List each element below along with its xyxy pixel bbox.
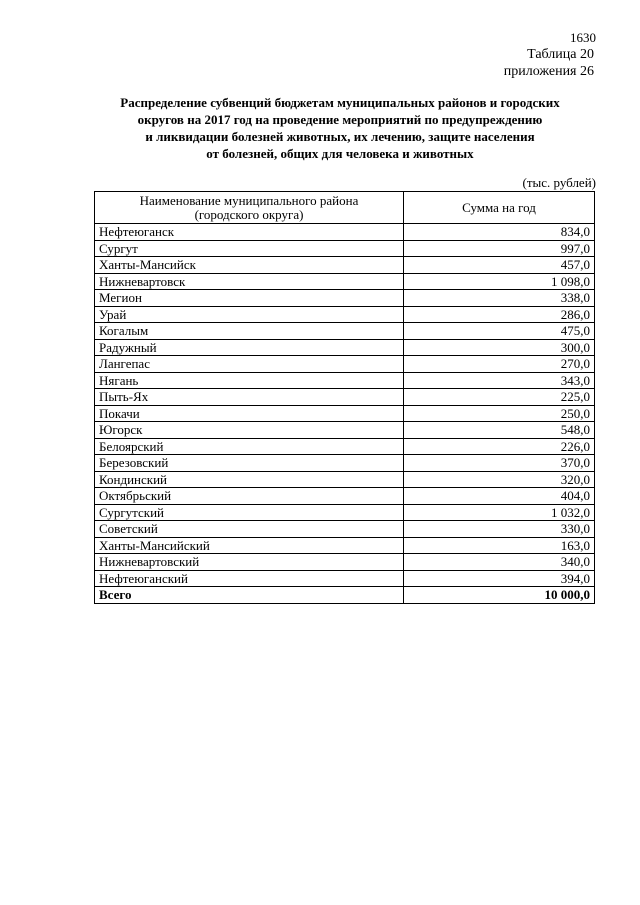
municipality-amount: 340,0 [404,554,595,571]
municipality-name: Октябрьский [95,488,404,505]
municipality-amount: 300,0 [404,339,595,356]
table-row [95,339,595,356]
header-name-line1: Наименование муниципального района [139,192,359,208]
municipality-amount: 404,0 [404,488,595,505]
table-body [95,224,595,604]
page-number: 1630 [570,30,596,45]
municipality-name: Сургут [95,240,404,257]
table-row [95,323,595,340]
header-name-line2: (городского округа) [194,206,304,222]
municipality-amount: 548,0 [404,422,595,439]
table-row [95,422,595,439]
document-title [60,94,620,162]
municipality-name: Нягань [95,372,404,389]
total-row [95,587,595,604]
municipality-name: Покачи [95,405,404,422]
title-line2: округов на 2017 год на проведение мероприятий по предупреждению [137,112,543,127]
header-name [95,192,404,224]
municipality-amount: 330,0 [404,521,595,538]
municipality-name: Советский [95,521,404,538]
title-line3: и ликвидации болезней животных, их лечению, защите населения [145,129,535,144]
municipality-name: Нефтеюганск [95,224,404,241]
table-row [95,356,595,373]
table-reference [504,46,594,80]
municipality-amount: 834,0 [404,224,595,241]
table-row [95,273,595,290]
title-line4: от болезней, общих для человека и животных [206,146,474,161]
table-row [95,257,595,274]
municipality-name: Югорск [95,422,404,439]
municipality-name: Нижневартовский [95,554,404,571]
municipality-name: Кондинский [95,471,404,488]
table-row [95,306,595,323]
municipality-amount: 225,0 [404,389,595,406]
municipality-name: Ханты-Мансийский [95,537,404,554]
table-row [95,570,595,587]
municipality-name: Белоярский [95,438,404,455]
municipality-name: Сургутский [95,504,404,521]
municipality-amount: 250,0 [404,405,595,422]
municipality-name: Березовский [95,455,404,472]
municipality-name: Мегион [95,290,404,307]
municipality-amount: 370,0 [404,455,595,472]
table-row [95,405,595,422]
municipality-name: Нефтеюганский [95,570,404,587]
municipality-name: Радужный [95,339,404,356]
total-amount: 10 000,0 [404,587,595,604]
municipality-amount: 320,0 [404,471,595,488]
table-header-row [95,192,595,224]
municipality-name: Ханты-Мансийск [95,257,404,274]
table-reference-line2: приложения 26 [503,64,594,79]
municipality-amount: 457,0 [404,257,595,274]
table-row [95,372,595,389]
subvention-table [94,191,595,604]
units-label: (тыс. рублей) [522,175,596,190]
table-row [95,554,595,571]
municipality-name: Когалым [95,323,404,340]
municipality-amount: 343,0 [404,372,595,389]
municipality-amount: 163,0 [404,537,595,554]
title-line1: Распределение субвенций бюджетам муниципальных районов и городских [120,95,560,110]
municipality-name: Пыть-Ях [95,389,404,406]
municipality-name: Нижневартовск [95,273,404,290]
municipality-amount: 475,0 [404,323,595,340]
table-row [95,389,595,406]
total-label: Всего [95,587,404,604]
table-row [95,488,595,505]
municipality-amount: 1 032,0 [404,504,595,521]
table-row [95,537,595,554]
header-amount: Сумма на год [404,192,595,224]
municipality-name: Урай [95,306,404,323]
municipality-amount: 226,0 [404,438,595,455]
municipality-amount: 338,0 [404,290,595,307]
municipality-amount: 270,0 [404,356,595,373]
table-row [95,438,595,455]
table-row [95,521,595,538]
table-row [95,224,595,241]
municipality-name: Лангепас [95,356,404,373]
table-reference-line1: Таблица 20 [527,47,594,62]
table-row [95,240,595,257]
municipality-amount: 1 098,0 [404,273,595,290]
municipality-amount: 997,0 [404,240,595,257]
municipality-amount: 394,0 [404,570,595,587]
table-row [95,290,595,307]
table-row [95,504,595,521]
municipality-amount: 286,0 [404,306,595,323]
table-row [95,455,595,472]
table-row [95,471,595,488]
